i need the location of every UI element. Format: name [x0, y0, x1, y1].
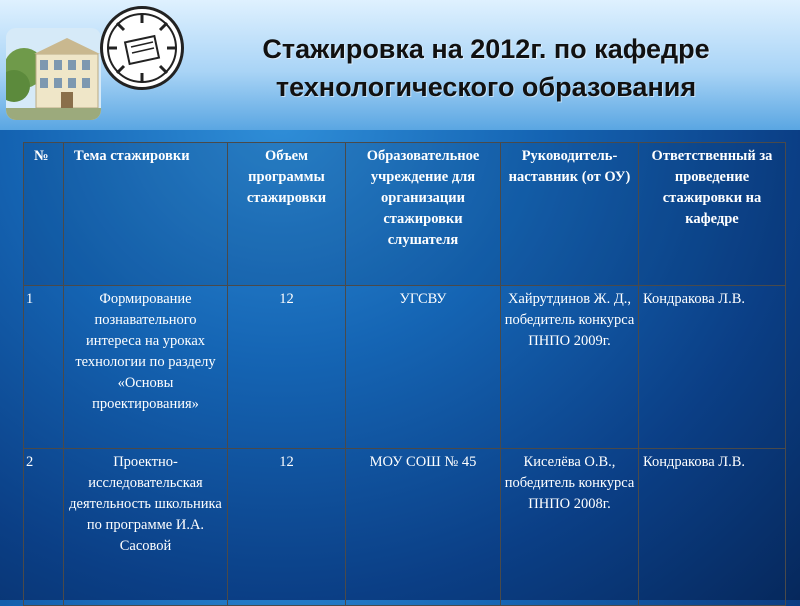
- header-volume: Объем программы стажировки: [228, 143, 346, 286]
- title-line-2: технологического образования: [275, 72, 697, 102]
- cell-responsible: Кондракова Л.В.: [639, 449, 786, 606]
- cell-institution: МОУ СОШ № 45: [346, 449, 501, 606]
- cell-number: 2: [24, 449, 64, 606]
- header-number: №: [24, 143, 64, 286]
- cell-number: 1: [24, 286, 64, 449]
- table-row: [24, 286, 786, 449]
- cell-topic: Проектно-исследовательская деятельность школьника по программе И.А. Сасовой: [64, 449, 228, 606]
- cell-responsible: Кондракова Л.В.: [639, 286, 786, 449]
- school-building-photo: [6, 28, 101, 120]
- page-title: [186, 30, 786, 106]
- header-mentor: Руководитель-наставник (от ОУ): [501, 143, 639, 286]
- table-header-row: [24, 143, 786, 286]
- header-institution: Образовательное учреждение для организации стажировки слушателя: [346, 143, 501, 286]
- table-row: [24, 449, 786, 606]
- cell-mentor: Киселёва О.В., победитель конкурса ПНПО 2008г.: [501, 449, 639, 606]
- cell-volume: 12: [228, 286, 346, 449]
- cell-mentor: Хайрутдинов Ж. Д., победитель конкурса ПНПО 2009г.: [501, 286, 639, 449]
- cell-volume: 12: [228, 449, 346, 606]
- institute-emblem-logo: [100, 6, 184, 90]
- internship-table: [23, 142, 786, 606]
- title-line-1: Стажировка на 2012г. по кафедре: [262, 34, 710, 64]
- cell-institution: УГСВУ: [346, 286, 501, 449]
- header-topic: Тема стажировки: [64, 143, 228, 286]
- cell-topic: Формирование познавательного интереса на уроках технологии по разделу «Основы проектирования»: [64, 286, 228, 449]
- header-responsible: Ответственный за проведение стажировки на кафедре: [639, 143, 786, 286]
